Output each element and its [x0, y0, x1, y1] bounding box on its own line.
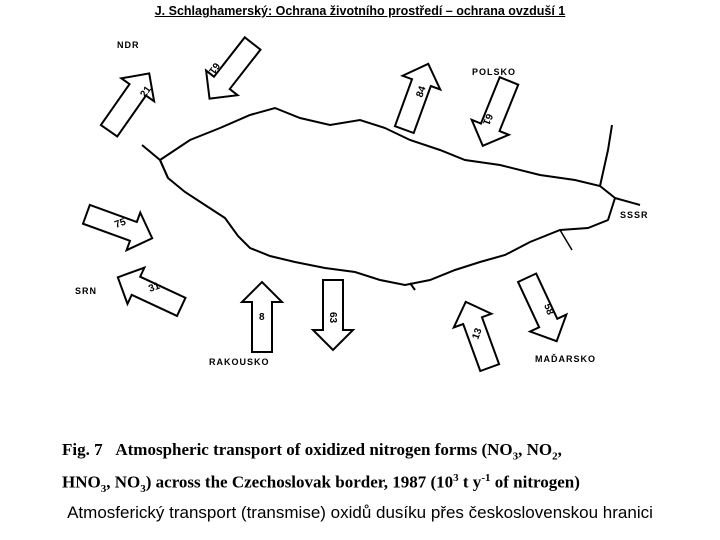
caption-text-nitrogen: of nitrogen) [490, 473, 580, 493]
flow-polsko-out: 84 [414, 84, 429, 100]
arrow-ndr-inflow [194, 31, 269, 111]
czechoslovakia-border [160, 108, 615, 285]
border-line-east-tail [560, 230, 572, 250]
flow-ndr-in: 61 [206, 60, 222, 76]
flow-ndr-out: 21 [138, 84, 154, 100]
caption-sub-3b: 3 [100, 483, 107, 496]
flow-madarsko-in: 13 [470, 326, 485, 342]
flow-srn-out: 31 [147, 280, 162, 295]
figure-label: Fig. 7 [62, 440, 103, 459]
figure-caption-line-1 [62, 439, 662, 467]
flow-madarsko-out: 58 [541, 302, 556, 317]
caption-sub-3: 3 [512, 450, 519, 463]
document-header: J. Schlaghamerský: Ochrana životního prostředí – ochrana ovzduší 1 [154, 4, 566, 18]
caption-text-no: , NO [518, 440, 553, 459]
caption-sub-2: 2 [552, 450, 558, 463]
country-label-ndr: NDR [117, 40, 140, 50]
country-label-srn: SRN [75, 286, 98, 296]
caption-text-a: Atmospheric transport of oxidized nitrogen forms (NO [115, 440, 513, 459]
caption-sup-minus1: -1 [481, 472, 491, 485]
figure-caption-line-2 [62, 467, 662, 500]
caption-sup-3: 3 [453, 472, 459, 485]
caption-sub-3c: 3 [140, 483, 146, 496]
country-label-rakousko: RAKOUSKO [209, 357, 270, 367]
caption-text-border: ) across the Czechoslovak border, 1987 (10 [145, 473, 454, 493]
flow-srn-in: 75 [113, 216, 128, 231]
arrow-madarsko-outflow [509, 269, 575, 349]
border-line-west [142, 145, 168, 178]
flow-rakousko-in: 63 [327, 312, 338, 324]
slide-caption: Atmosferický transport (transmise) oxidů dusíku přes československou hranici [67, 503, 653, 522]
border-line-polsko-sssr [600, 125, 612, 186]
figure-caption [62, 439, 662, 500]
caption-text-hno: HNO [62, 473, 101, 493]
caption-text-no3: , NO [106, 473, 141, 493]
flow-polsko-in: 61 [480, 111, 495, 127]
country-label-madarsko: MAĎARSKO [535, 354, 596, 364]
flow-rakousko-out: 8 [259, 312, 265, 323]
country-label-polsko: POLSKO [472, 67, 517, 77]
caption-text-comma: , [557, 440, 562, 459]
border-line-sssr-south [615, 198, 640, 205]
country-label-sssr: SSSR [620, 210, 649, 220]
arrow-ndr-outflow [93, 62, 166, 142]
caption-text-ty: t y [458, 473, 482, 493]
arrow-polsko-inflow [464, 73, 527, 153]
